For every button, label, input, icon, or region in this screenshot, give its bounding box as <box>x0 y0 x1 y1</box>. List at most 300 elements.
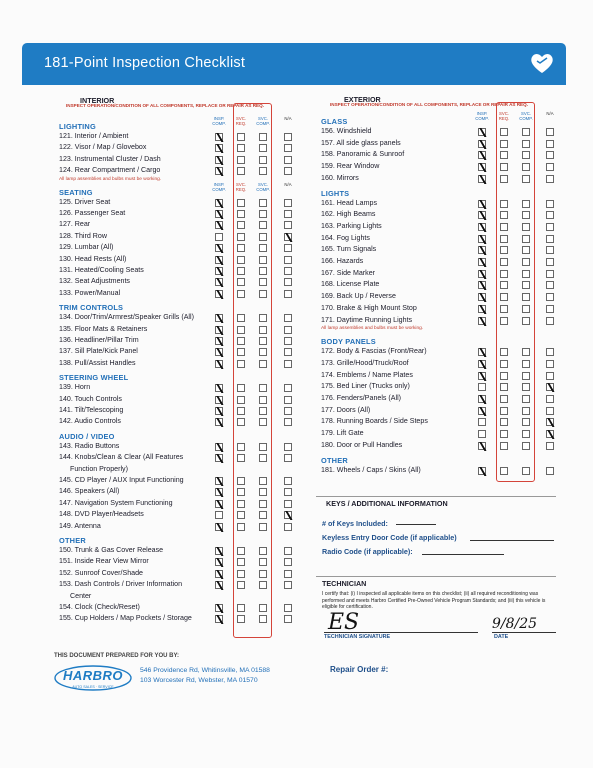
checkbox-na[interactable] <box>546 305 554 313</box>
checkbox-svc-comp[interactable] <box>259 348 267 356</box>
checklist-item: 123. Instrumental Cluster / Dash <box>59 154 161 163</box>
checkbox-insp-comp[interactable] <box>478 211 486 219</box>
checkbox-insp-comp[interactable] <box>215 348 223 356</box>
checkbox-na[interactable] <box>284 267 292 275</box>
checklist-item: 141. Tilt/Telescoping <box>59 406 124 414</box>
checkbox-svc-req[interactable] <box>500 317 508 325</box>
checkbox-svc-comp[interactable] <box>259 570 267 578</box>
checkbox-na[interactable] <box>284 290 292 298</box>
checkbox-insp-comp[interactable] <box>215 477 223 485</box>
checkbox-insp-comp[interactable] <box>478 175 486 183</box>
radio-code-field[interactable] <box>422 554 504 555</box>
checkbox-svc-comp[interactable] <box>522 348 530 356</box>
checkbox-svc-comp[interactable] <box>522 442 530 450</box>
checklist-item: 138. Pull/Assist Handles <box>59 358 136 367</box>
checkbox-svc-req[interactable] <box>500 348 508 356</box>
checkbox-svc-req[interactable] <box>500 235 508 243</box>
checkbox-insp-comp[interactable] <box>478 163 486 171</box>
checkbox-insp-comp[interactable] <box>215 314 223 322</box>
checkbox-svc-req[interactable] <box>500 200 508 208</box>
tech-divider <box>316 576 556 577</box>
checkbox-insp-comp[interactable] <box>215 511 223 519</box>
checkbox-svc-comp[interactable] <box>259 500 267 508</box>
checklist-item: 173. Grille/Hood/Truck/Roof <box>321 358 409 367</box>
checklist-item: 134. Door/Trim/Armrest/Speaker Grills (All) <box>59 313 194 322</box>
checkbox-na[interactable] <box>546 258 554 266</box>
checkbox-insp-comp[interactable] <box>478 128 486 136</box>
checkbox-na[interactable] <box>284 604 292 612</box>
checkbox-na[interactable] <box>546 175 554 183</box>
page-title: 181-Point Inspection Checklist <box>44 55 246 71</box>
checkbox-insp-comp[interactable] <box>215 407 223 415</box>
checkbox-na[interactable] <box>546 140 554 148</box>
checkbox-na[interactable] <box>284 210 292 218</box>
checkbox-na[interactable] <box>546 223 554 231</box>
checkbox-insp-comp[interactable] <box>478 418 486 426</box>
checklist-item: 174. Emblems / Name Plates <box>321 370 413 379</box>
checklist-item: 159. Rear Window <box>321 162 380 171</box>
checkbox-svc-comp[interactable] <box>522 317 530 325</box>
checkbox-na[interactable] <box>546 281 554 289</box>
checkbox-na[interactable] <box>284 133 292 141</box>
checkbox-na[interactable] <box>284 360 292 368</box>
checkbox-na[interactable] <box>284 558 292 566</box>
checkbox-insp-comp[interactable] <box>215 290 223 298</box>
checkbox-svc-req[interactable] <box>500 140 508 148</box>
checkbox-insp-comp[interactable] <box>478 223 486 231</box>
checkbox-insp-comp[interactable] <box>215 581 223 589</box>
checkbox-svc-comp[interactable] <box>259 547 267 555</box>
checkbox-insp-comp[interactable] <box>215 210 223 218</box>
checkbox-svc-req[interactable] <box>500 467 508 475</box>
checkbox-insp-comp[interactable] <box>478 246 486 254</box>
checkbox-na[interactable] <box>284 278 292 286</box>
checkbox-insp-comp[interactable] <box>215 396 223 404</box>
checklist-item: 125. Driver Seat <box>59 197 111 206</box>
col-insp-comp: INSP. COMP. <box>212 116 226 126</box>
checkbox-insp-comp[interactable] <box>478 200 486 208</box>
date-value: 9/8/25 <box>492 616 538 632</box>
checkbox-insp-comp[interactable] <box>478 151 486 159</box>
checkbox-svc-req[interactable] <box>500 281 508 289</box>
checkbox-na[interactable] <box>284 407 292 415</box>
checklist-item: 128. Third Row <box>59 231 107 240</box>
checkbox-svc-comp[interactable] <box>259 144 267 152</box>
checkbox-na[interactable] <box>284 221 292 229</box>
checklist-item: 160. Mirrors <box>321 173 359 182</box>
checkbox-svc-req[interactable] <box>237 233 245 241</box>
checkbox-svc-comp[interactable] <box>259 360 267 368</box>
checkbox-insp-comp[interactable] <box>215 256 223 264</box>
checkbox-svc-comp[interactable] <box>259 407 267 415</box>
checkbox-na[interactable] <box>546 293 554 301</box>
checkbox-svc-req[interactable] <box>237 581 245 589</box>
checkbox-insp-comp[interactable] <box>215 267 223 275</box>
checkbox-insp-comp[interactable] <box>215 384 223 392</box>
checkbox-insp-comp[interactable] <box>215 133 223 141</box>
checkbox-insp-comp[interactable] <box>478 258 486 266</box>
checkbox-insp-comp[interactable] <box>215 156 223 164</box>
checkbox-svc-req[interactable] <box>500 246 508 254</box>
checkbox-na[interactable] <box>284 199 292 207</box>
col-svc-comp: SVC. COMP. <box>256 181 270 192</box>
checkbox-na[interactable] <box>546 418 554 426</box>
checkbox-na[interactable] <box>546 383 554 391</box>
checkbox-svc-req[interactable] <box>500 430 508 438</box>
checkbox-svc-comp[interactable] <box>522 383 530 391</box>
checkbox-na[interactable] <box>284 396 292 404</box>
checkbox-svc-req[interactable] <box>237 547 245 555</box>
checkbox-insp-comp[interactable] <box>478 140 486 148</box>
checkbox-na[interactable] <box>284 144 292 152</box>
checkbox-svc-req[interactable] <box>237 244 245 252</box>
checklist-item: 167. Side Marker <box>321 268 376 277</box>
checkbox-svc-req[interactable] <box>500 418 508 426</box>
checkbox-svc-req[interactable] <box>237 326 245 334</box>
checkbox-na[interactable] <box>546 317 554 325</box>
col-insp-comp: INSP. COMP. <box>475 111 489 121</box>
checkbox-svc-comp[interactable] <box>522 418 530 426</box>
lamp-note: All lamp assemblies and bulbs must be working. <box>321 326 424 332</box>
checkbox-insp-comp[interactable] <box>215 570 223 578</box>
checkbox-svc-req[interactable] <box>237 384 245 392</box>
checkbox-insp-comp[interactable] <box>215 144 223 152</box>
checkbox-insp-comp[interactable] <box>478 348 486 356</box>
checkbox-svc-comp[interactable] <box>259 167 267 175</box>
category-glass: GLASS <box>321 117 348 126</box>
checkbox-svc-req[interactable] <box>500 360 508 368</box>
radio-code-label: Radio Code (if applicable): <box>322 547 413 556</box>
checkbox-insp-comp[interactable] <box>215 360 223 368</box>
harbro-logo <box>54 664 132 692</box>
checkbox-svc-comp[interactable] <box>522 467 530 475</box>
checkbox-svc-req[interactable] <box>237 278 245 286</box>
checkbox-na[interactable] <box>546 163 554 171</box>
checkbox-svc-req[interactable] <box>500 163 508 171</box>
checkbox-insp-comp[interactable] <box>215 604 223 612</box>
checkbox-svc-comp[interactable] <box>522 293 530 301</box>
checkbox-insp-comp[interactable] <box>478 467 486 475</box>
checkbox-insp-comp[interactable] <box>215 488 223 496</box>
checkbox-svc-comp[interactable] <box>522 163 530 171</box>
checkbox-svc-comp[interactable] <box>522 223 530 231</box>
checklist-item: 122. Visor / Map / Glovebox <box>59 143 147 152</box>
checkbox-svc-req[interactable] <box>237 144 245 152</box>
checkbox-svc-req[interactable] <box>237 511 245 519</box>
checkbox-insp-comp[interactable] <box>215 558 223 566</box>
checkbox-svc-req[interactable] <box>237 407 245 415</box>
checkbox-svc-req[interactable] <box>237 156 245 164</box>
checkbox-svc-comp[interactable] <box>259 418 267 426</box>
checkbox-svc-req[interactable] <box>500 175 508 183</box>
checkbox-na[interactable] <box>284 384 292 392</box>
checkbox-svc-req[interactable] <box>500 305 508 313</box>
checklist-item: 161. Head Lamps <box>321 198 377 207</box>
checkbox-na[interactable] <box>546 372 554 380</box>
checklist-item: 133. Power/Manual <box>59 288 121 297</box>
checklist-item: 154. Clock (Check/Reset) <box>59 603 140 611</box>
checkbox-svc-comp[interactable] <box>259 477 267 485</box>
checkbox-insp-comp[interactable] <box>478 317 486 325</box>
checkbox-insp-comp[interactable] <box>215 326 223 334</box>
checkbox-insp-comp[interactable] <box>478 407 486 415</box>
checkbox-insp-comp[interactable] <box>478 372 486 380</box>
checkbox-na[interactable] <box>284 233 292 241</box>
checkbox-insp-comp[interactable] <box>215 233 223 241</box>
checkbox-na[interactable] <box>546 467 554 475</box>
checkbox-na[interactable] <box>546 395 554 403</box>
checkbox-svc-comp[interactable] <box>259 384 267 392</box>
checkbox-svc-comp[interactable] <box>259 278 267 286</box>
checkbox-insp-comp[interactable] <box>215 199 223 207</box>
checkbox-na[interactable] <box>284 256 292 264</box>
checkbox-svc-comp[interactable] <box>522 235 530 243</box>
checkbox-na[interactable] <box>546 270 554 278</box>
checkbox-svc-comp[interactable] <box>522 175 530 183</box>
checkbox-svc-comp[interactable] <box>522 395 530 403</box>
checkbox-svc-comp[interactable] <box>522 128 530 136</box>
checkbox-insp-comp[interactable] <box>478 360 486 368</box>
checkbox-svc-comp[interactable] <box>522 270 530 278</box>
checklist-item: Center <box>70 591 92 600</box>
checkbox-svc-req[interactable] <box>237 418 245 426</box>
checklist-item: 139. Horn <box>59 383 91 392</box>
checklist-item: 144. Knobs/Clean & Clear (All Features <box>59 453 184 462</box>
checkbox-na[interactable] <box>284 570 292 578</box>
col-svc-req: SVC. REQ. <box>235 116 247 126</box>
checkbox-na[interactable] <box>546 407 554 415</box>
checkbox-svc-req[interactable] <box>500 293 508 301</box>
checkbox-svc-req[interactable] <box>237 477 245 485</box>
checkbox-svc-req[interactable] <box>237 199 245 207</box>
checkbox-insp-comp[interactable] <box>215 500 223 508</box>
checkbox-svc-req[interactable] <box>500 383 508 391</box>
checkbox-na[interactable] <box>284 581 292 589</box>
checkbox-insp-comp[interactable] <box>478 270 486 278</box>
checkbox-svc-req[interactable] <box>237 314 245 322</box>
checkbox-svc-comp[interactable] <box>259 396 267 404</box>
checkbox-svc-req[interactable] <box>237 337 245 345</box>
checkbox-insp-comp[interactable] <box>215 244 223 252</box>
col-na: N/A <box>284 181 292 187</box>
checkbox-insp-comp[interactable] <box>215 454 223 462</box>
checkbox-svc-comp[interactable] <box>259 133 267 141</box>
checkbox-insp-comp[interactable] <box>215 443 223 451</box>
checklist-item: 171. Daytime Running Lights <box>321 315 413 324</box>
checkbox-svc-req[interactable] <box>237 488 245 496</box>
checkbox-svc-req[interactable] <box>237 360 245 368</box>
checkbox-svc-comp[interactable] <box>522 430 530 438</box>
signature-line[interactable] <box>324 632 478 633</box>
checkbox-na[interactable] <box>284 615 292 623</box>
checkbox-na[interactable] <box>546 235 554 243</box>
checkbox-svc-comp[interactable] <box>259 156 267 164</box>
checkbox-svc-comp[interactable] <box>259 511 267 519</box>
checkbox-na[interactable] <box>284 348 292 356</box>
checkbox-svc-comp[interactable] <box>259 326 267 334</box>
checkbox-na[interactable] <box>546 348 554 356</box>
checkbox-na[interactable] <box>546 200 554 208</box>
checkbox-svc-req[interactable] <box>500 372 508 380</box>
checkbox-svc-comp[interactable] <box>259 523 267 531</box>
checkbox-svc-comp[interactable] <box>259 233 267 241</box>
checkbox-na[interactable] <box>284 477 292 485</box>
checkbox-insp-comp[interactable] <box>215 221 223 229</box>
checkbox-svc-req[interactable] <box>237 570 245 578</box>
checkbox-svc-req[interactable] <box>237 348 245 356</box>
checkbox-insp-comp[interactable] <box>478 442 486 450</box>
col-na: N/A <box>546 111 554 116</box>
checkbox-na[interactable] <box>284 156 292 164</box>
checkbox-svc-req[interactable] <box>500 258 508 266</box>
checklist-item: 136. Headliner/Pillar Trim <box>59 336 139 344</box>
checkbox-svc-req[interactable] <box>500 395 508 403</box>
checklist-item: 176. Fenders/Panels (All) <box>321 394 402 402</box>
checkbox-svc-req[interactable] <box>237 604 245 612</box>
checkbox-svc-comp[interactable] <box>259 443 267 451</box>
checkbox-insp-comp[interactable] <box>478 305 486 313</box>
checkbox-insp-comp[interactable] <box>215 167 223 175</box>
checklist-item: 135. Floor Mats & Retainers <box>59 324 148 333</box>
checkbox-svc-comp[interactable] <box>522 305 530 313</box>
checkbox-svc-comp[interactable] <box>522 360 530 368</box>
checkbox-na[interactable] <box>546 442 554 450</box>
checkbox-svc-comp[interactable] <box>522 407 530 415</box>
checkbox-insp-comp[interactable] <box>215 523 223 531</box>
keyless-field[interactable] <box>470 540 554 541</box>
col-svc-req: SVC. REQ. <box>498 111 510 121</box>
checkbox-insp-comp[interactable] <box>478 293 486 301</box>
checkbox-svc-req[interactable] <box>237 267 245 275</box>
checkbox-svc-req[interactable] <box>237 523 245 531</box>
checkbox-insp-comp[interactable] <box>478 383 486 391</box>
checkbox-na[interactable] <box>284 314 292 322</box>
checkbox-na[interactable] <box>284 488 292 496</box>
checkbox-svc-req[interactable] <box>500 223 508 231</box>
checkbox-na[interactable] <box>284 454 292 462</box>
checkbox-svc-comp[interactable] <box>522 200 530 208</box>
technician-signature: ES <box>328 610 360 635</box>
checkbox-svc-req[interactable] <box>500 270 508 278</box>
checkbox-svc-comp[interactable] <box>259 221 267 229</box>
checkbox-na[interactable] <box>546 128 554 136</box>
checklist-item: 162. High Beams <box>321 210 376 219</box>
checkbox-svc-req[interactable] <box>237 221 245 229</box>
checkbox-svc-req[interactable] <box>237 396 245 404</box>
checkbox-svc-req[interactable] <box>237 443 245 451</box>
checklist-item: 129. Lumbar (All) <box>59 243 114 252</box>
checkbox-insp-comp[interactable] <box>478 430 486 438</box>
checkbox-svc-req[interactable] <box>500 151 508 159</box>
checklist-item: 150. Trunk & Gas Cover Release <box>59 546 164 554</box>
checkbox-insp-comp[interactable] <box>215 337 223 345</box>
checkbox-svc-req[interactable] <box>237 454 245 462</box>
checkbox-svc-req[interactable] <box>500 211 508 219</box>
category-lights: LIGHTS <box>321 188 350 198</box>
checkbox-svc-req[interactable] <box>237 256 245 264</box>
checkbox-insp-comp[interactable] <box>478 235 486 243</box>
checkbox-insp-comp[interactable] <box>215 278 223 286</box>
checkbox-svc-req[interactable] <box>237 500 245 508</box>
checklist-item: 131. Heated/Cooling Seats <box>59 266 144 274</box>
checkbox-insp-comp[interactable] <box>478 281 486 289</box>
checkbox-na[interactable] <box>284 244 292 252</box>
checkbox-svc-comp[interactable] <box>259 267 267 275</box>
checkbox-svc-comp[interactable] <box>259 558 267 566</box>
checkbox-svc-comp[interactable] <box>259 488 267 496</box>
checkbox-insp-comp[interactable] <box>215 418 223 426</box>
checkbox-na[interactable] <box>284 500 292 508</box>
checkbox-na[interactable] <box>546 246 554 254</box>
checkbox-svc-comp[interactable] <box>259 314 267 322</box>
checkbox-svc-req[interactable] <box>237 210 245 218</box>
checkbox-svc-comp[interactable] <box>259 454 267 462</box>
checkbox-svc-comp[interactable] <box>259 210 267 218</box>
interior-instructions: INSPECT OPERATION/CONDITION OF ALL COMPONENTS, REPLACE OR REPAIR AS REQ. <box>66 103 264 108</box>
checklist-item: 168. License Plate <box>321 280 380 289</box>
checkbox-svc-comp[interactable] <box>522 258 530 266</box>
checkbox-svc-req[interactable] <box>500 407 508 415</box>
checkbox-na[interactable] <box>284 326 292 334</box>
checkbox-svc-req[interactable] <box>500 442 508 450</box>
checkbox-svc-req[interactable] <box>237 133 245 141</box>
checkbox-na[interactable] <box>546 211 554 219</box>
checkbox-insp-comp[interactable] <box>215 547 223 555</box>
checkbox-na[interactable] <box>284 511 292 519</box>
checkbox-svc-req[interactable] <box>237 290 245 298</box>
category-other: OTHER <box>321 455 348 465</box>
checkbox-svc-comp[interactable] <box>522 281 530 289</box>
checkbox-svc-req[interactable] <box>500 128 508 136</box>
checkbox-svc-comp[interactable] <box>522 151 530 159</box>
checkbox-insp-comp[interactable] <box>478 395 486 403</box>
checklist-item: 157. All side glass panels <box>321 138 401 147</box>
checklist-item: 143. Radio Buttons <box>59 441 120 450</box>
checkbox-svc-comp[interactable] <box>259 337 267 345</box>
checkbox-na[interactable] <box>284 337 292 345</box>
category-steering: STEERING WHEEL <box>59 373 129 383</box>
checkbox-svc-req[interactable] <box>237 167 245 175</box>
checkbox-na[interactable] <box>546 360 554 368</box>
checkbox-svc-comp[interactable] <box>522 372 530 380</box>
checkbox-svc-comp[interactable] <box>259 290 267 298</box>
date-line[interactable] <box>492 632 556 633</box>
checkbox-svc-req[interactable] <box>237 615 245 623</box>
checkbox-na[interactable] <box>284 443 292 451</box>
checklist-item: 181. Wheels / Caps / Skins (All) <box>321 465 421 474</box>
checkbox-insp-comp[interactable] <box>215 615 223 623</box>
checkbox-svc-req[interactable] <box>237 558 245 566</box>
checkbox-na[interactable] <box>284 547 292 555</box>
checkbox-svc-comp[interactable] <box>259 244 267 252</box>
num-keys-field[interactable] <box>396 524 436 525</box>
checkbox-na[interactable] <box>284 167 292 175</box>
checkbox-svc-comp[interactable] <box>522 140 530 148</box>
checkbox-na[interactable] <box>546 151 554 159</box>
checklist-item: 163. Parking Lights <box>321 221 382 230</box>
checkbox-svc-comp[interactable] <box>259 581 267 589</box>
checkbox-na[interactable] <box>284 523 292 531</box>
checkbox-svc-comp[interactable] <box>522 246 530 254</box>
checkbox-na[interactable] <box>546 430 554 438</box>
exterior-instructions: INSPECT OPERATION/CONDITION OF ALL COMPONENTS, REPLACE OR REPAIR AS REQ. <box>330 102 528 107</box>
checkbox-svc-comp[interactable] <box>259 615 267 623</box>
checkbox-na[interactable] <box>284 418 292 426</box>
checkbox-svc-comp[interactable] <box>259 256 267 264</box>
checkbox-svc-comp[interactable] <box>522 211 530 219</box>
checkbox-svc-comp[interactable] <box>259 199 267 207</box>
checkbox-svc-comp[interactable] <box>259 604 267 612</box>
